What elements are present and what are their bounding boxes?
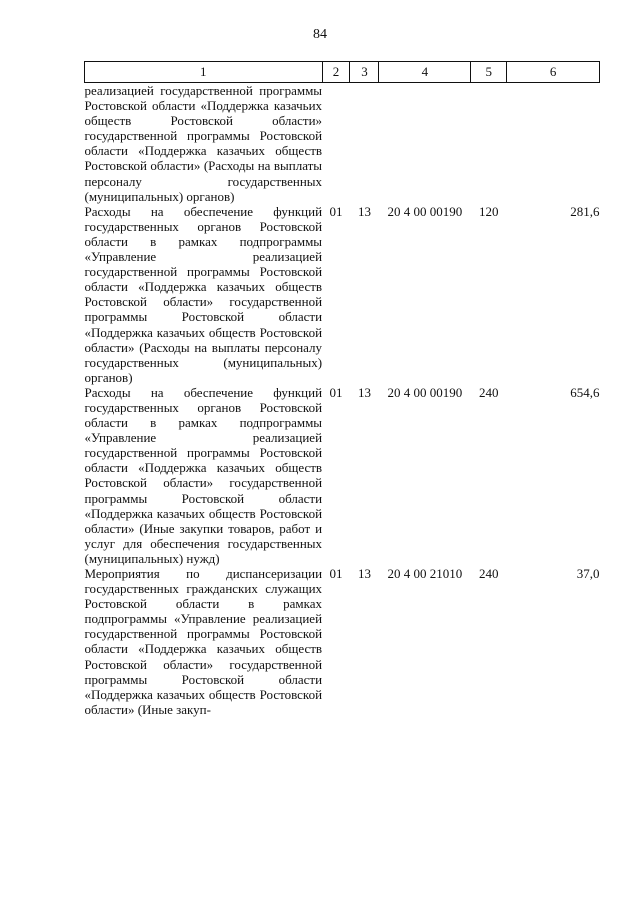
budget-table — [84, 61, 600, 717]
table-row — [85, 566, 600, 717]
row-section-code: 01 — [329, 203, 343, 219]
row-expense-type-code: 240 — [478, 384, 499, 400]
row-subsection-code: 13 — [357, 384, 371, 400]
row-section-code: 01 — [329, 566, 343, 581]
page-number: 84 — [313, 27, 327, 42]
table-row — [85, 83, 600, 204]
row-amount: 37,0 — [576, 566, 600, 581]
column-header: 5 — [471, 62, 507, 83]
row-expense-type-code: 120 — [478, 203, 499, 219]
row-section-code — [322, 83, 350, 204]
column-header: 6 — [507, 62, 600, 83]
row-description: реализацией государственной программы Ростовской области «Поддержка казачьих обществ Ростовской области» государственной программы Ростовской области «Поддержка казачьих обществ Ростовской области» (Расходы на выплаты персоналу государственных (муниципальных) органов) — [84, 83, 323, 204]
row-subsection-code — [350, 83, 379, 204]
row-subsection-code: 13 — [357, 566, 371, 581]
row-subsection-code: 13 — [357, 203, 371, 219]
row-amount: 654,6 — [570, 384, 600, 400]
row-target-article-code — [379, 83, 471, 204]
table-row — [85, 204, 600, 385]
row-description: Расходы на обеспечение функций государственных органов Ростовской области в рамках подпрограммы «Управление реализацией государственной программы Ростовской области «Поддержка казачьих обществ Ростовской области» государственной программы Ростовской области «Поддержка казачьих обществ Ростовской области» (Иные закупки товаров, работ и услуг для обеспечения государственных (муниципальных) нужд) — [84, 384, 323, 566]
column-header: 1 — [85, 62, 323, 83]
table-header-row — [85, 62, 600, 83]
row-expense-type-code: 240 — [478, 566, 499, 581]
column-header: 4 — [379, 62, 471, 83]
row-description: Мероприятия по диспансеризации государственных гражданских служащих Ростовской области в рамках подпрограммы «Управление реализацией государственной программы Ростовской области «Поддержка казачьих обществ Ростовской области» государственной программы Ростовской области «Поддержка казачьих обществ Ростовской области» (Иные закуп- — [84, 566, 323, 717]
row-description: Расходы на обеспечение функций государственных органов Ростовской области в рамках подпрограммы «Управление реализацией государственной программы Ростовской области «Поддержка казачьих обществ Ростовской области» государственной программы Ростовской области «Поддержка казачьих обществ Ростовской области» (Расходы на выплаты персоналу государственных (муниципальных) органов) — [84, 203, 323, 385]
table-row — [85, 385, 600, 566]
column-header: 2 — [322, 62, 350, 83]
row-target-article-code: 20 4 00 00190 — [387, 384, 463, 400]
row-section-code: 01 — [329, 384, 343, 400]
row-target-article-code: 20 4 00 21010 — [387, 566, 463, 581]
row-amount — [507, 83, 600, 204]
row-target-article-code: 20 4 00 00190 — [387, 203, 463, 219]
row-amount: 281,6 — [570, 203, 600, 219]
column-header: 3 — [350, 62, 379, 83]
row-expense-type-code — [471, 83, 507, 204]
